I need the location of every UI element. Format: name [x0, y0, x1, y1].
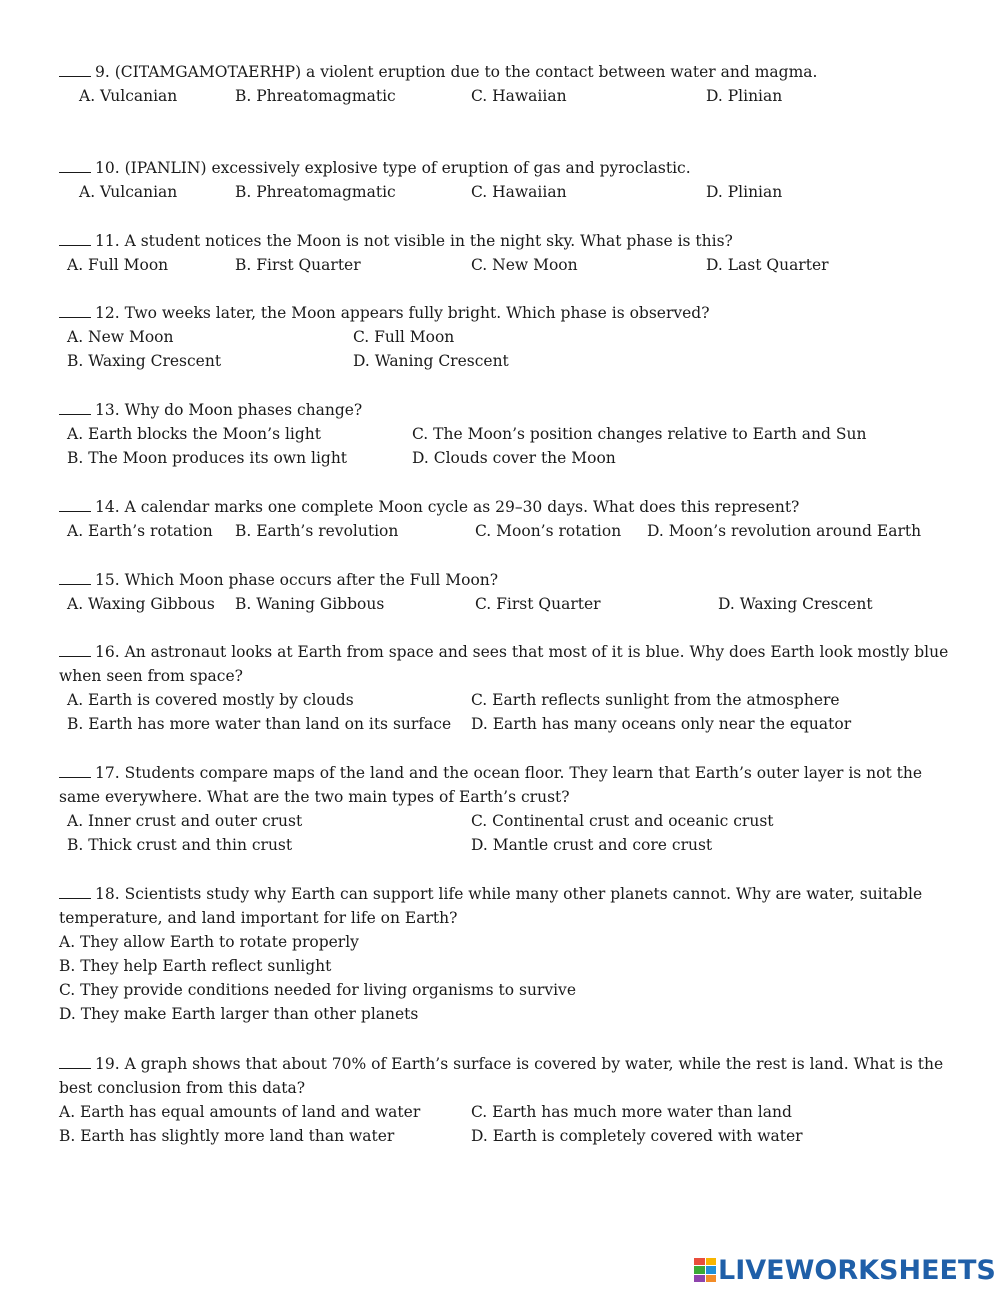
answer-blank[interactable]: [59, 642, 91, 657]
question-12: [59, 301, 949, 370]
option-a[interactable]: A. Inner crust and outer crust: [67, 812, 303, 830]
option-d[interactable]: D. Plinian: [706, 183, 783, 201]
answer-blank[interactable]: [59, 763, 91, 778]
option-b[interactable]: B. Earth’s revolution: [235, 522, 399, 540]
option-a[interactable]: A. Vulcanian: [79, 183, 178, 201]
question-11: [59, 229, 949, 274]
option-b[interactable]: B. Waxing Crescent: [67, 352, 222, 370]
answer-blank[interactable]: [59, 158, 91, 173]
answer-blank[interactable]: [59, 231, 91, 246]
option-b[interactable]: B. Thick crust and thin crust: [67, 836, 293, 854]
logo-mark-icon: [694, 1258, 716, 1282]
option-b[interactable]: B. Phreatomagmatic: [235, 183, 396, 201]
option-a[interactable]: A. New Moon: [67, 328, 174, 346]
option-c[interactable]: C. Continental crust and oceanic crust: [471, 812, 774, 830]
option-d[interactable]: D. Waxing Crescent: [718, 595, 873, 613]
option-c[interactable]: C. Earth reflects sunlight from the atmosphere: [471, 691, 840, 709]
answer-blank[interactable]: [59, 303, 91, 318]
option-a[interactable]: A. Waxing Gibbous: [67, 595, 215, 613]
option-b[interactable]: B. Earth has more water than land on its surface: [67, 715, 452, 733]
option-c[interactable]: C. The Moon’s position changes relative to Earth and Sun: [412, 425, 867, 443]
question-18: [59, 882, 949, 1023]
option-c[interactable]: C. Earth has much more water than land: [471, 1103, 792, 1121]
option-c[interactable]: C. They provide conditions needed for living organisms to survive: [59, 981, 576, 999]
option-b[interactable]: B. Waning Gibbous: [235, 595, 385, 613]
question-10: [59, 156, 949, 201]
answer-blank[interactable]: [59, 400, 91, 415]
answer-blank[interactable]: [59, 62, 91, 77]
option-c[interactable]: C. Hawaiian: [471, 87, 567, 105]
option-d[interactable]: D. Clouds cover the Moon: [412, 449, 616, 467]
option-b[interactable]: B. Phreatomagmatic: [235, 87, 396, 105]
answer-blank[interactable]: [59, 884, 91, 899]
question-9: [59, 60, 949, 105]
option-c[interactable]: C. Hawaiian: [471, 183, 567, 201]
logo-text: LIVEWORKSHEETS: [718, 1254, 996, 1286]
answer-blank[interactable]: [59, 1054, 91, 1069]
question-14: [59, 495, 949, 540]
option-c[interactable]: C. First Quarter: [475, 595, 601, 613]
option-a[interactable]: A. Vulcanian: [79, 87, 178, 105]
option-d[interactable]: D. They make Earth larger than other planets: [59, 1005, 419, 1023]
question-stem: 14. A calendar marks one complete Moon cycle as 29–30 days. What does this represent?: [59, 495, 949, 519]
question-13: [59, 398, 949, 467]
option-c[interactable]: C. Full Moon: [353, 328, 455, 346]
option-c[interactable]: C. Moon’s rotation: [475, 522, 622, 540]
question-stem: 12. Two weeks later, the Moon appears fully bright. Which phase is observed?: [59, 301, 949, 325]
question-stem: 11. A student notices the Moon is not visible in the night sky. What phase is this?: [59, 229, 949, 253]
question-stem: 18. Scientists study why Earth can support life while many other planets cannot. Why are water, suitable temperature, and land important for life on Earth?: [59, 885, 923, 928]
question-stem: 16. An astronaut looks at Earth from space and sees that most of it is blue. Why does Earth look mostly blue when seen from space?: [59, 643, 949, 686]
option-d[interactable]: D. Earth has many oceans only near the equator: [471, 715, 852, 733]
question-stem: 13. Why do Moon phases change?: [59, 398, 949, 422]
option-b[interactable]: B. They help Earth reflect sunlight: [59, 957, 332, 975]
option-b[interactable]: B. The Moon produces its own light: [67, 449, 348, 467]
question-stem: 17. Students compare maps of the land and the ocean floor. They learn that Earth’s outer layer is not the same everywhere. What are the two main types of Earth’s crust?: [59, 764, 923, 807]
option-a[interactable]: A. Earth has equal amounts of land and water: [59, 1103, 421, 1121]
option-d[interactable]: D. Mantle crust and core crust: [471, 836, 713, 854]
option-d[interactable]: D. Moon’s revolution around Earth: [647, 522, 922, 540]
option-d[interactable]: D. Waning Crescent: [353, 352, 509, 370]
answer-blank[interactable]: [59, 497, 91, 512]
question-stem: 9. (CITAMGAMOTAERHP) a violent eruption due to the contact between water and magma.: [59, 60, 949, 84]
question-stem: 15. Which Moon phase occurs after the Full Moon?: [59, 568, 949, 592]
question-15: [59, 568, 949, 613]
option-d[interactable]: D. Earth is completely covered with water: [471, 1127, 803, 1145]
answer-blank[interactable]: [59, 570, 91, 585]
question-stem: 10. (IPANLIN) excessively explosive type of eruption of gas and pyroclastic.: [59, 156, 949, 180]
option-b[interactable]: B. Earth has slightly more land than water: [59, 1127, 395, 1145]
option-a[interactable]: A. Earth is covered mostly by clouds: [67, 691, 354, 709]
option-a[interactable]: A. They allow Earth to rotate properly: [59, 933, 359, 951]
option-d[interactable]: D. Last Quarter: [706, 256, 829, 274]
option-a[interactable]: A. Earth blocks the Moon’s light: [67, 425, 322, 443]
question-17: [59, 761, 949, 854]
question-19: [59, 1052, 949, 1145]
question-stem: 19. A graph shows that about 70% of Earth’s surface is covered by water, while the rest is land. What is the best conclusion from this data?: [59, 1055, 944, 1098]
liveworksheets-logo: [694, 1254, 996, 1286]
option-d[interactable]: D. Plinian: [706, 87, 783, 105]
question-16: [59, 640, 949, 733]
option-b[interactable]: B. First Quarter: [235, 256, 361, 274]
option-a[interactable]: A. Earth’s rotation: [67, 522, 213, 540]
option-a[interactable]: A. Full Moon: [67, 256, 169, 274]
option-c[interactable]: C. New Moon: [471, 256, 578, 274]
